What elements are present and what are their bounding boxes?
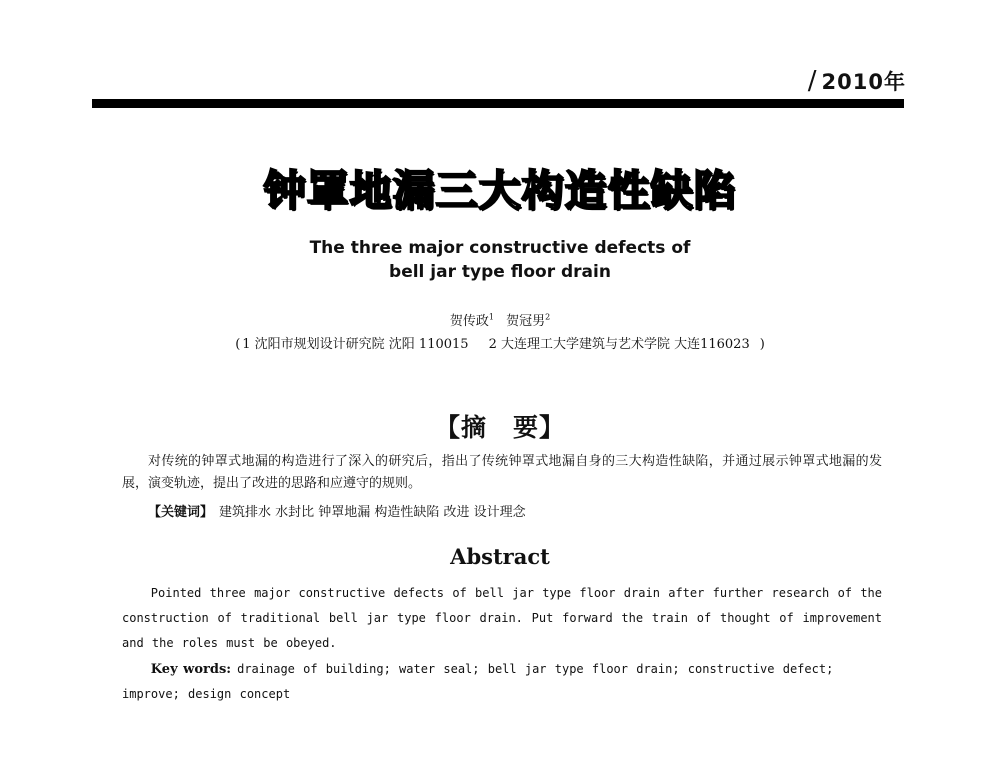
header-slash: /: [807, 66, 818, 96]
author-2-affiliation-mark: 2: [545, 312, 551, 322]
english-keywords: [122, 657, 882, 707]
english-keywords-label: Key words:: [150, 662, 232, 677]
chinese-abstract-text: 对传统的钟罩式地漏的构造进行了深入的研究后，指出了传统钟罩式地漏自身的三大构造性缺陷，并通过展示钟罩式地漏的发展，演变轨迹，提出了改进的思路和应遵守的规则。: [122, 454, 882, 491]
header-rule: [92, 99, 904, 108]
year-text: 2010年: [821, 70, 906, 94]
affiliation-close-paren: ): [759, 337, 765, 352]
author-1-name: 贺传政: [449, 314, 489, 329]
affiliation-1: 1 沈阳市规划设计研究院 沈阳 110015: [242, 337, 469, 352]
chinese-title: 钟罩地漏三大构造性缺陷: [263, 166, 737, 215]
chinese-keywords-list: 建筑排水 水封比 钟罩地漏 构造性缺陷 改进 设计理念: [219, 505, 526, 520]
chinese-abstract-heading: 【摘 要】: [434, 413, 565, 442]
author-1: [450, 314, 494, 329]
issue-year: [808, 66, 906, 96]
english-title-line-2: bell jar type floor drain: [389, 262, 611, 282]
english-abstract-heading: Abstract: [450, 544, 550, 569]
chinese-keywords: [148, 502, 882, 524]
english-keywords-list: drainage of building; water seal; bell jar type floor drain; constructive defect; improve; design concept: [122, 662, 834, 701]
author-list: [0, 310, 1000, 329]
english-abstract-text: Pointed three major constructive defects of bell jar type floor drain after further research of the construction of traditional bell jar type floor drain. Put forward the train of thought of improvement and the roles must be obeyed.: [122, 586, 882, 650]
english-title-line-1: The three major constructive defects of: [309, 238, 691, 258]
author-2-name: 贺冠男: [506, 314, 546, 329]
affiliations: [0, 333, 1000, 352]
english-title: [0, 236, 1000, 284]
author-2: [506, 314, 550, 329]
affiliation-2: 2 大连理工大学建筑与艺术学院 大连116023: [488, 337, 750, 352]
author-1-affiliation-mark: 1: [488, 312, 494, 322]
affiliation-open-paren: (: [235, 337, 241, 352]
chinese-keywords-label: 【关键词】: [148, 505, 214, 520]
